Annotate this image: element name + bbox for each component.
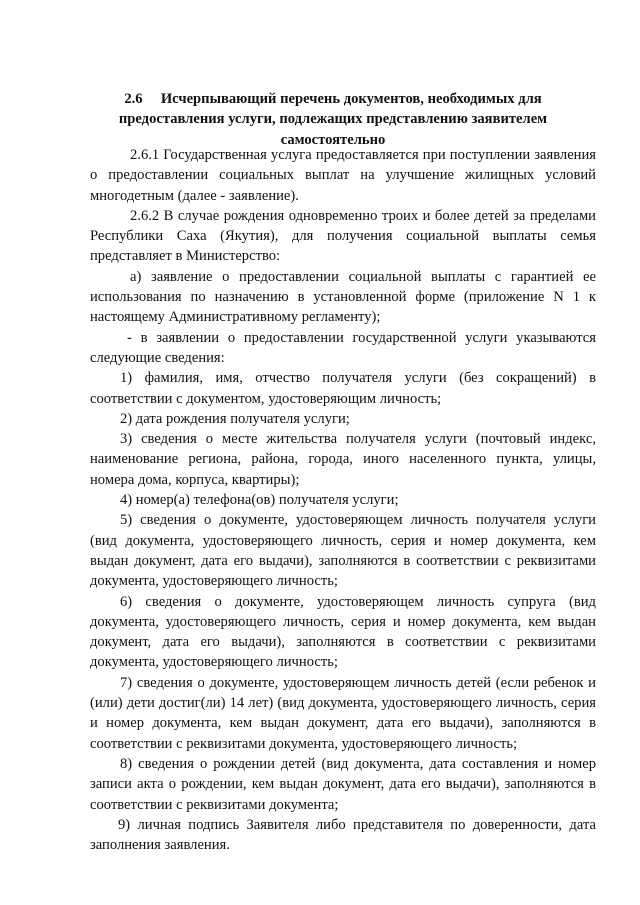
list-item-3: 3) сведения о месте жительства получателя услуги (почтовый индекс, наименование региона, района, города, иного населенного пункта, улицы, номера дома, корпуса, квартиры); xyxy=(90,431,596,488)
list-item-8: 8) сведения о рождении детей (вид документа, дата составления и номер записи акта о рождении, кем выдан документ, дата его выдачи), заполняются в соответствии с реквизитами документа; xyxy=(90,755,596,813)
heading-number: 2.6 xyxy=(124,91,143,107)
heading-line-3: самостоятельно xyxy=(280,131,386,148)
section-heading xyxy=(118,89,548,150)
list-item-9: 9) личная подпись Заявителя либо представителя по доверенности, дата заполнения заявления. xyxy=(90,816,596,854)
list-item-4: 4) номер(а) телефона(ов) получателя услуги; xyxy=(120,492,399,509)
paragraph-info-intro: - в заявлении о предоставлении государственной услуги указываются следующие сведения: xyxy=(90,329,596,366)
paragraph-item-a: а) заявление о предоставлении социальной выплаты с гарантией ее использования по назначению в установленной форме (приложение N 1 к настоящему Административному регламенту); xyxy=(90,268,596,326)
paragraph-2-6-2: 2.6.2 В случае рождения одновременно троих и более детей за пределами Республики Саха (Якутия), для получения социальной выплаты семья представляет в Министерство: xyxy=(90,207,596,265)
list-item-5: 5) сведения о документе, удостоверяющем личность получателя услуги (вид документа, удостоверяющего личность, серия и номер документа, кем выдан документ, дата его выдачи), заполняются в соответствии с реквизитами документа, удостоверяющего личность; xyxy=(90,512,596,590)
document-body xyxy=(90,145,596,855)
heading-line-2: предоставления услуги, подлежащих представлению заявителем xyxy=(118,111,548,128)
heading-line-1 xyxy=(118,89,548,109)
list-item-6: 6) сведения о документе, удостоверяющем личность супруга (вид документа, удостоверяющего личность, серия и номер документа, кем выдан документ, дата его выдачи), заполняются в соответствии с реквизитами документа, удостоверяющего личность; xyxy=(90,593,596,671)
heading-text-1: Исчерпывающий перечень документов, необходимых для xyxy=(160,91,542,107)
list-item-1: 1) фамилия, имя, отчество получателя услуги (без сокращений) в соответствии с документом, удостоверяющим личность; xyxy=(90,370,596,407)
paragraph-2-6-1: 2.6.1 Государственная услуга предоставляется при поступлении заявления о предоставлении социальных выплат на улучшение жилищных условий многодетным (далее - заявление). xyxy=(90,147,596,204)
list-item-2: 2) дата рождения получателя услуги; xyxy=(120,410,350,427)
list-item-7: 7) сведения о документе, удостоверяющем личность детей (если ребенок и (или) дети достиг(ли) 14 лет) (вид документа, удостоверяющего личность, серия и номер документа, кем выдан документ, дата его выдачи), заполняются в соответствии с реквизитами документа, удостоверяющего личность; xyxy=(90,674,596,752)
